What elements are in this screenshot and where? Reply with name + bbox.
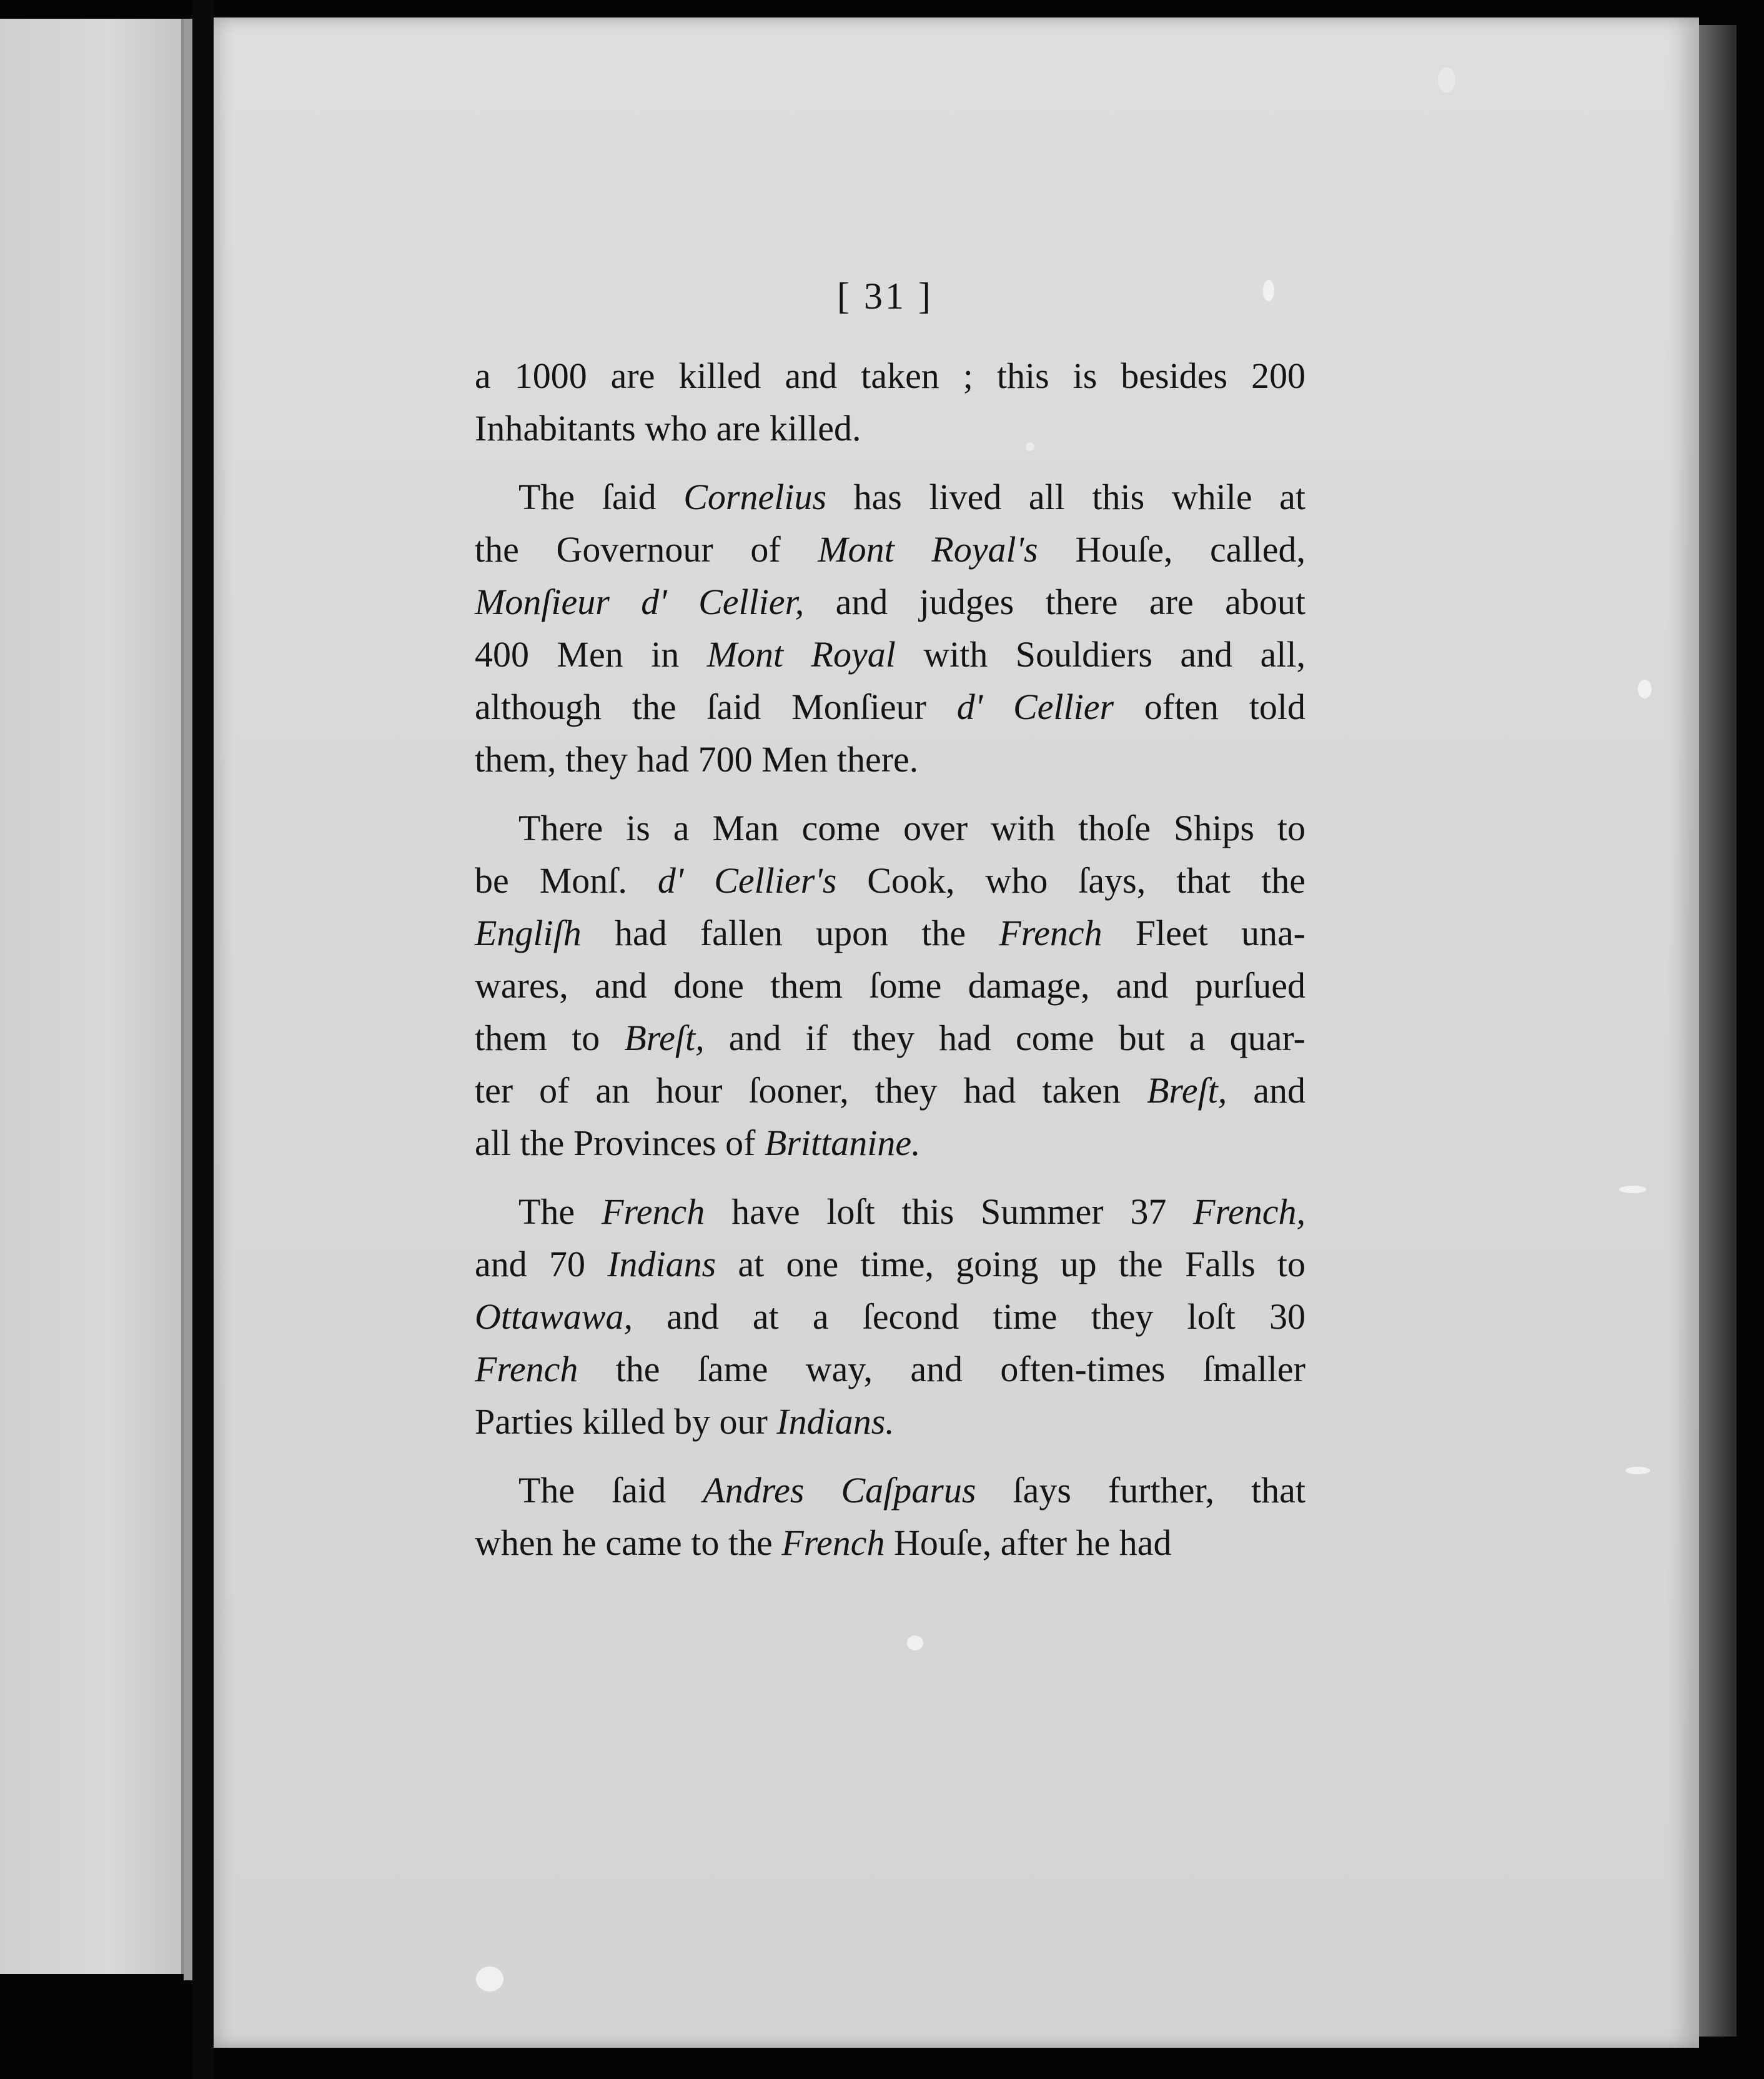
roman-text: and xyxy=(1227,1070,1306,1111)
roman-text: The ſaid xyxy=(518,477,684,517)
dust-speck xyxy=(1438,67,1455,92)
roman-text: Houſe, after he had xyxy=(884,1522,1172,1563)
previous-page-fold xyxy=(184,19,192,1980)
roman-text: and judges there are about xyxy=(804,582,1306,622)
paragraph-gap xyxy=(475,1169,1306,1186)
roman-text: There is a Man come over with thoſe Ships to xyxy=(518,808,1306,848)
paragraph xyxy=(475,350,1306,455)
page-right-shadow xyxy=(1699,25,1737,2037)
roman-text: a 1000 are killed and taken ; this is besides 200 xyxy=(475,355,1306,396)
paragraph xyxy=(475,471,1306,786)
page-body-text xyxy=(475,350,1306,1569)
italic-text: Breſt, xyxy=(1146,1070,1227,1111)
previous-page-edge xyxy=(0,19,184,1974)
text-line xyxy=(475,1064,1306,1117)
text-line xyxy=(475,855,1306,907)
italic-text: Mont Royal xyxy=(706,634,896,675)
text-line xyxy=(475,1396,1306,1448)
roman-text: The xyxy=(518,1191,602,1232)
roman-text: and if they had come but a quar- xyxy=(704,1018,1306,1058)
roman-text: them, they had 700 Men there. xyxy=(475,739,919,780)
roman-text: The ſaid xyxy=(518,1470,703,1511)
italic-text: Ottawawa, xyxy=(475,1296,633,1337)
roman-text: all the Provinces of xyxy=(475,1123,765,1163)
text-line xyxy=(475,1343,1306,1396)
text-line xyxy=(475,1117,1306,1169)
italic-text: Engliſh xyxy=(475,913,582,953)
italic-text: Mont Royal's xyxy=(818,529,1038,570)
text-line xyxy=(475,1238,1306,1291)
roman-text: often told xyxy=(1114,687,1306,727)
roman-text: 400 Men in xyxy=(475,634,707,675)
text-line xyxy=(475,1012,1306,1064)
paragraph-gap xyxy=(475,1448,1306,1464)
italic-text: French xyxy=(601,1191,705,1232)
dust-speck xyxy=(1638,680,1652,698)
roman-text: when he came to the xyxy=(475,1522,782,1563)
italic-text: Cornelius xyxy=(683,477,827,517)
roman-text: Parties killed by our xyxy=(475,1401,777,1442)
book-gutter xyxy=(192,0,214,2079)
dust-speck xyxy=(907,1635,923,1650)
text-line xyxy=(475,1291,1306,1343)
italic-text: Breſt, xyxy=(624,1018,705,1058)
italic-text: d' Cellier's xyxy=(657,860,837,901)
paragraph xyxy=(475,802,1306,1169)
roman-text: at one time, going up the Falls to xyxy=(716,1244,1306,1284)
italic-text: Indians. xyxy=(776,1401,894,1442)
roman-text: them to xyxy=(475,1018,625,1058)
roman-text: with Souldiers and all, xyxy=(895,634,1306,675)
roman-text: ter of an hour ſooner, they had taken xyxy=(475,1070,1147,1111)
roman-text: Cook, who ſays, that the xyxy=(836,860,1306,901)
roman-text: ſays further, that xyxy=(976,1470,1306,1511)
text-line xyxy=(475,802,1306,855)
text-line xyxy=(475,628,1306,681)
italic-text: Indians xyxy=(607,1244,716,1284)
italic-text: Andres Caſparus xyxy=(703,1470,976,1511)
text-line xyxy=(475,960,1306,1012)
italic-text: French xyxy=(475,1349,578,1389)
italic-text: French xyxy=(781,1522,885,1563)
paragraph xyxy=(475,1464,1306,1569)
dust-speck xyxy=(476,1967,503,1992)
text-line xyxy=(475,733,1306,786)
dust-speck xyxy=(1263,280,1274,301)
italic-text: Monſieur d' Cellier, xyxy=(475,582,805,622)
paragraph-gap xyxy=(475,455,1306,471)
text-line xyxy=(475,523,1306,576)
roman-text: have loſt this Summer 37 xyxy=(705,1191,1194,1232)
dust-speck xyxy=(1625,1467,1650,1474)
paragraph xyxy=(475,1186,1306,1448)
paragraph-gap xyxy=(475,786,1306,802)
page-number: [ 31 ] xyxy=(837,275,933,317)
text-line xyxy=(475,350,1306,402)
text-line xyxy=(475,681,1306,733)
italic-text: Brittanine. xyxy=(764,1123,921,1163)
text-line xyxy=(475,1464,1306,1517)
roman-text: Inhabitants who are killed. xyxy=(475,408,861,449)
roman-text: Fleet una- xyxy=(1102,913,1306,953)
dust-speck xyxy=(1619,1186,1647,1193)
roman-text: be Monſ. xyxy=(475,860,658,901)
text-line xyxy=(475,471,1306,523)
roman-text: had fallen upon the xyxy=(581,913,999,953)
text-line xyxy=(475,1186,1306,1238)
text-line xyxy=(475,402,1306,455)
text-line xyxy=(475,907,1306,960)
roman-text: although the ſaid Monſieur xyxy=(475,687,957,727)
text-line xyxy=(475,576,1306,628)
roman-text: has lived all this while at xyxy=(826,477,1306,517)
italic-text: French xyxy=(999,913,1102,953)
italic-text: French, xyxy=(1193,1191,1306,1232)
roman-text: and at a ſecond time they loſt 30 xyxy=(633,1296,1306,1337)
roman-text: Houſe, called, xyxy=(1038,529,1306,570)
text-line xyxy=(475,1517,1306,1569)
roman-text: the Governour of xyxy=(475,529,818,570)
roman-text: wares, and done them ſome damage, and purſued xyxy=(475,965,1306,1006)
italic-text: d' Cellier xyxy=(956,687,1114,727)
roman-text: the ſame way, and often-times ſmaller xyxy=(578,1349,1306,1389)
roman-text: and 70 xyxy=(475,1244,608,1284)
